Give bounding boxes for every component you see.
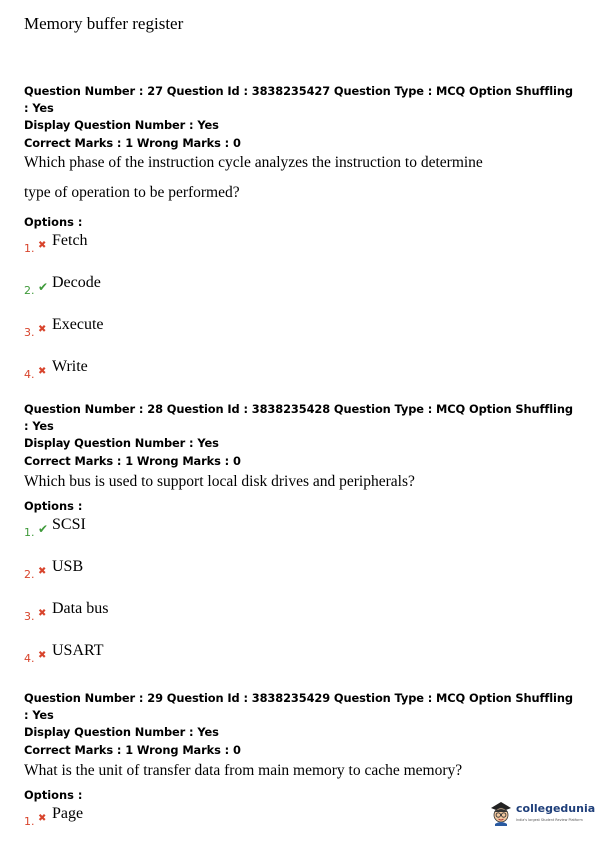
option-number: 1. <box>24 242 35 255</box>
collegedunia-logo <box>488 796 595 830</box>
display-question-number: Display Question Number : Yes <box>24 436 219 450</box>
question-meta: Question Number : 27 Question Id : 3838235427 Question Type : MCQ Option Shuffling : Yes <box>24 84 573 115</box>
correct-check-icon: ✔ <box>38 522 49 536</box>
option-text: USART <box>52 642 104 659</box>
wrong-mark-icon: ✖ <box>38 240 47 251</box>
question-text: What is the unit of transfer data from main memory to cache memory? <box>24 762 463 779</box>
question-text: Which phase of the instruction cycle analyzes the instruction to determine type of operation to be performed? <box>24 154 483 201</box>
option-number: 2. <box>24 568 35 581</box>
option-text: Page <box>52 805 84 822</box>
option-text: Fetch <box>52 232 88 249</box>
option-text: Write <box>52 358 88 375</box>
question-meta: Question Number : 29 Question Id : 3838235429 Question Type : MCQ Option Shuffling : Yes <box>24 691 573 722</box>
correct-check-icon: ✔ <box>38 280 49 294</box>
question-marks: Correct Marks : 1 Wrong Marks : 0 <box>24 743 241 757</box>
question-marks: Correct Marks : 1 Wrong Marks : 0 <box>24 454 241 468</box>
option-text: Execute <box>52 316 104 333</box>
question-marks: Correct Marks : 1 Wrong Marks : 0 <box>24 136 241 150</box>
option-text: Data bus <box>52 600 109 617</box>
option-text: Decode <box>52 274 101 291</box>
question-block-27 <box>24 83 576 402</box>
option-4[interactable] <box>24 644 576 686</box>
option-text: SCSI <box>52 516 86 533</box>
option-number: 3. <box>24 610 35 623</box>
option-number: 4. <box>24 652 35 665</box>
option-4[interactable] <box>24 360 576 402</box>
display-question-number: Display Question Number : Yes <box>24 118 219 132</box>
option-2[interactable] <box>24 276 576 318</box>
options-label: Options : <box>24 215 83 229</box>
option-1[interactable] <box>24 234 576 276</box>
question-text: Which bus is used to support local disk drives and peripherals? <box>24 473 415 490</box>
question-meta: Question Number : 28 Question Id : 3838235428 Question Type : MCQ Option Shuffling : Yes <box>24 402 573 433</box>
previous-answer-text: Memory buffer register <box>24 14 184 33</box>
option-number: 1. <box>24 815 35 828</box>
options-label: Options : <box>24 499 83 513</box>
wrong-mark-icon: ✖ <box>38 608 47 619</box>
student-mascot-icon <box>488 798 514 826</box>
wrong-mark-icon: ✖ <box>38 650 47 661</box>
option-number: 1. <box>24 526 35 539</box>
option-3[interactable] <box>24 318 576 360</box>
wrong-mark-icon: ✖ <box>38 566 47 577</box>
option-number: 4. <box>24 368 35 381</box>
option-3[interactable] <box>24 602 576 644</box>
wrong-mark-icon: ✖ <box>38 366 47 377</box>
display-question-number: Display Question Number : Yes <box>24 725 219 739</box>
option-number: 2. <box>24 284 35 297</box>
logo-name: collegedunia <box>516 802 595 815</box>
question-block-28 <box>24 401 576 686</box>
option-text: USB <box>52 558 84 575</box>
option-1[interactable] <box>24 518 576 560</box>
wrong-mark-icon: ✖ <box>38 324 47 335</box>
logo-tagline: India's largest Student Review Platform <box>516 818 583 822</box>
options-label: Options : <box>24 788 83 802</box>
option-2[interactable] <box>24 560 576 602</box>
wrong-mark-icon: ✖ <box>38 813 47 824</box>
option-number: 3. <box>24 326 35 339</box>
